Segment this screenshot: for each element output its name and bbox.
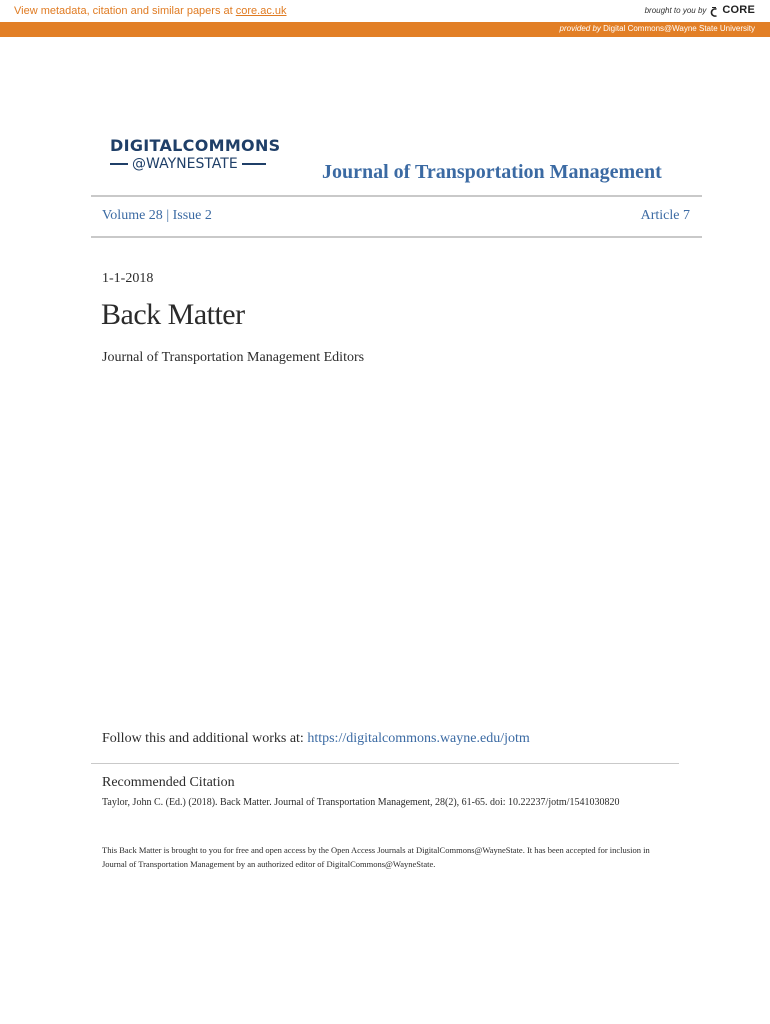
issue-link[interactable]: Issue 2 (172, 208, 212, 223)
header-divider-top (91, 195, 702, 197)
logo-rule-left (110, 163, 128, 165)
access-notice: This Back Matter is brought to you for free and open access by the Open Access Journals at DigitalCommons@WayneState. It has been accepted for inclusion in Journal of Transportation Management by an authorized editor of DigitalCommons@WayneState. (102, 845, 650, 869)
core-logo-icon (709, 5, 719, 16)
core-metadata-label: View metadata, citation and similar papers at (14, 5, 233, 17)
document-author: Journal of Transportation Management Editors (102, 350, 365, 365)
citation-text: Taylor, John C. (Ed.) (2018). Back Matter. Journal of Transportation Management, 28(2), 61-65. doi: 10.22237/jotm/1541030820 (102, 797, 620, 808)
core-provider-bar (0, 22, 770, 37)
logo-rule-right (242, 163, 266, 165)
footer-divider (91, 763, 679, 764)
recommended-citation-heading: Recommended Citation (102, 775, 235, 790)
provider-name[interactable]: Digital Commons@Wayne State University (603, 24, 755, 33)
provided-by-text (560, 24, 755, 33)
core-brand[interactable] (645, 4, 755, 16)
follow-label: Follow this and additional works at: (102, 731, 304, 746)
journal-title[interactable]: Journal of Transportation Management (322, 161, 662, 183)
brought-to-you-label: brought to you by (644, 5, 707, 15)
volume-issue-separator: | (166, 208, 170, 223)
digitalcommons-logo[interactable] (110, 137, 285, 172)
core-wordmark: CORE (722, 4, 755, 16)
volume-issue-row (102, 208, 212, 224)
header-divider-bottom (91, 236, 702, 238)
core-link[interactable]: core.ac.uk (235, 5, 287, 17)
core-metadata-text (14, 5, 287, 17)
logo-line2: @WAYNESTATE (132, 156, 238, 172)
document-title: Back Matter (101, 298, 245, 331)
logo-line2-row (110, 156, 285, 172)
article-number[interactable]: Article 7 (640, 208, 690, 223)
follow-works-line (102, 731, 530, 747)
provided-prefix: provided by (559, 24, 601, 33)
follow-url-link[interactable]: https://digitalcommons.wayne.edu/jotm (307, 731, 530, 746)
core-top-banner (0, 0, 770, 22)
logo-line1: DIGITALCOMMONS (110, 136, 281, 155)
volume-link[interactable]: Volume 28 (102, 208, 163, 223)
publication-date: 1-1-2018 (102, 271, 154, 286)
